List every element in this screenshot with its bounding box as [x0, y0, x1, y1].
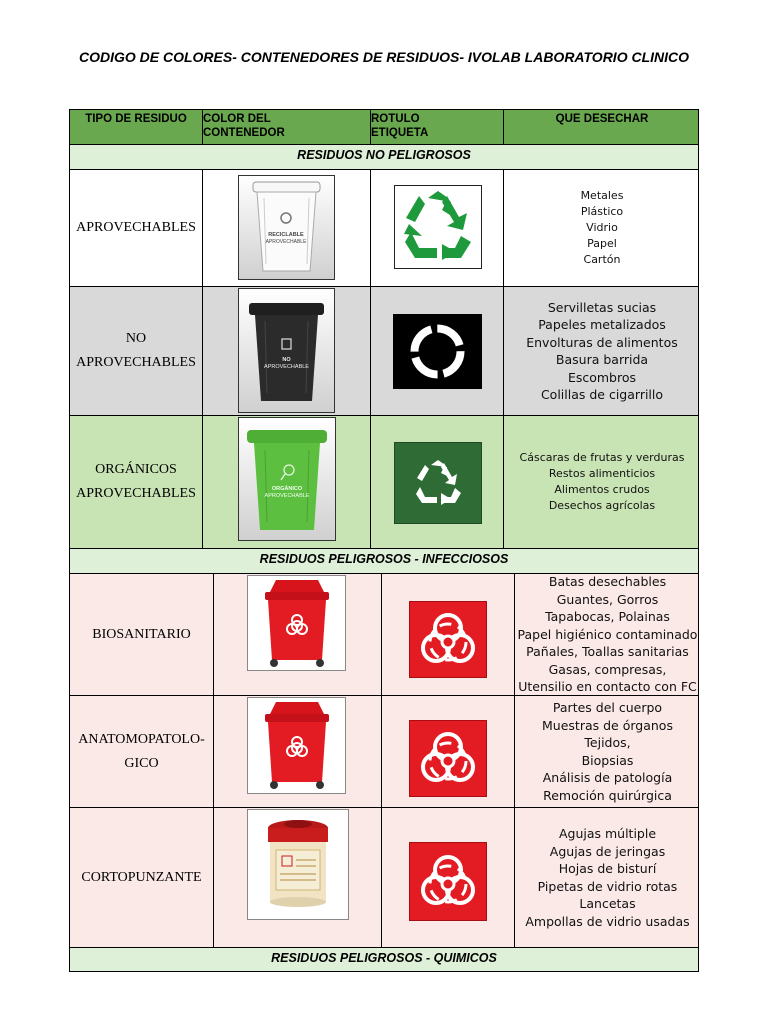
svg-text:APROVECHABLE: APROVECHABLE [264, 364, 309, 370]
label-cell [382, 808, 515, 947]
section-no-peligrosos: RESIDUOS NO PELIGROSOS [69, 145, 699, 170]
red-bin-icon [248, 576, 345, 670]
container-cell [214, 574, 382, 695]
black-bin-icon [239, 289, 334, 412]
items-cell [515, 696, 700, 807]
table-row [69, 416, 699, 549]
list-item: Tapabocas, Polainas [545, 609, 670, 625]
waste-type: ANATOMOPATOLO- GICO [70, 696, 214, 807]
label-cell [382, 696, 515, 807]
white-bin-icon [239, 176, 334, 279]
list-item: Remoción quirúrgica [543, 787, 672, 803]
list-item: Hojas de bisturí [558, 861, 657, 876]
list-item: Ampollas de vidrio usadas [525, 913, 690, 929]
svg-text:APROVECHABLE: APROVECHABLE [265, 239, 307, 245]
list-item: Desechos agrícolas [548, 499, 656, 512]
waste-type: NO APROVECHABLES [70, 287, 203, 415]
ring-icon [393, 314, 482, 389]
document-title: CODIGO DE COLORES- CONTENEDORES DE RESIDUOS- IVOLAB LABORATORIO CLINICO [78, 49, 690, 65]
table-row [69, 574, 699, 696]
container-cell [203, 287, 371, 415]
list-item: Agujas múltiple [558, 826, 657, 841]
svg-text:NO: NO [282, 357, 291, 363]
list-item: Partes del cuerpo [552, 700, 663, 715]
label-cell [371, 170, 504, 286]
list-item: Utensilio en contacto con FC [518, 679, 697, 695]
list-item: Colillas de cigarrillo [540, 387, 664, 402]
waste-type: CORTOPUNZANTE [70, 808, 214, 947]
green-bin-icon [239, 418, 335, 540]
sharps-container-icon [248, 810, 348, 919]
list-item: Papel [587, 237, 617, 250]
list-item: Metales [580, 189, 624, 202]
white-bin-image [238, 175, 335, 280]
ring-label [393, 314, 482, 389]
waste-type: APROVECHABLES [70, 170, 203, 286]
list-item: Tejidos, [584, 735, 631, 750]
list-item: Restos alimenticios [548, 467, 656, 480]
items-cell [504, 287, 700, 415]
items-cell [504, 416, 700, 548]
recycle-icon [395, 186, 481, 268]
recycle-dark-label [394, 442, 482, 524]
header-color: COLOR DEL CONTENEDOR [203, 110, 371, 144]
list-item: Alimentos crudos [554, 483, 650, 496]
list-item: Gasas, compresas, [548, 661, 667, 677]
table-row [69, 170, 699, 287]
recycle-label [394, 185, 482, 269]
list-item: Muestras de órganos [542, 717, 673, 733]
list-item: Lancetas [579, 896, 636, 911]
list-item: Pañales, Toallas sanitarias [526, 644, 689, 660]
recycle-icon-dark [395, 443, 481, 523]
svg-text:APROVECHABLE: APROVECHABLE [264, 493, 310, 499]
container-cell [203, 170, 371, 286]
biohazard-label [409, 842, 487, 921]
list-item: Plástico [580, 205, 624, 218]
svg-text:RECICLABLE: RECICLABLE [268, 232, 304, 238]
black-bin-image [238, 288, 335, 413]
sharps-container-image [247, 809, 349, 920]
header-rotulo: ROTULO ETIQUETA [371, 110, 504, 144]
red-bin-icon [248, 698, 345, 793]
section-quimicos: RESIDUOS PELIGROSOS - QUIMICOS [69, 948, 699, 972]
label-cell [371, 416, 504, 548]
list-item: Cáscaras de frutas y verduras [519, 451, 685, 464]
list-item: Papel higiénico contaminado [517, 626, 698, 642]
list-item: Servilletas sucias [547, 299, 657, 315]
header-que-desechar: QUE DESECHAR [555, 113, 649, 125]
list-item: Guantes, Gorros [556, 591, 659, 607]
list-item: Papeles metalizados [538, 317, 666, 332]
items-cell [504, 170, 700, 286]
biohazard-label [409, 720, 487, 797]
items-cell [515, 808, 700, 947]
list-item: Batas desechables [548, 574, 667, 590]
red-bin-image [247, 697, 346, 794]
biohazard-icon [410, 843, 486, 920]
waste-type: ORGÁNICOS APROVECHABLES [70, 416, 203, 548]
table-header [69, 109, 699, 145]
list-item: Basura barrida [555, 352, 649, 367]
list-item: Envolturas de alimentos [526, 334, 678, 350]
list-item: Agujas de jeringas [549, 843, 666, 859]
container-cell [214, 808, 382, 947]
table-row [69, 808, 699, 948]
list-item: Escombros [567, 369, 637, 385]
list-item: Biopsias [581, 752, 634, 768]
header-tipo: TIPO DE RESIDUO [70, 110, 203, 144]
container-cell [203, 416, 371, 548]
list-item: Vidrio [586, 221, 618, 234]
biohazard-icon [410, 721, 486, 796]
label-cell [371, 287, 504, 415]
green-bin-image [238, 417, 336, 541]
biohazard-label [409, 601, 487, 678]
list-item: Pipetas de vidrio rotas [537, 878, 678, 894]
items-cell [515, 574, 700, 695]
biohazard-icon [410, 602, 486, 677]
table-row [69, 287, 699, 416]
svg-text:ORGÁNICO: ORGÁNICO [271, 486, 303, 492]
label-cell [382, 574, 515, 695]
container-cell [214, 696, 382, 807]
table-row [69, 696, 699, 808]
waste-type: BIOSANITARIO [70, 574, 214, 695]
section-infecciosos: RESIDUOS PELIGROSOS - INFECCIOSOS [69, 549, 699, 574]
list-item: Análisis de patología [542, 770, 673, 785]
red-bin-image [247, 575, 346, 671]
list-item: Cartón [583, 253, 621, 266]
